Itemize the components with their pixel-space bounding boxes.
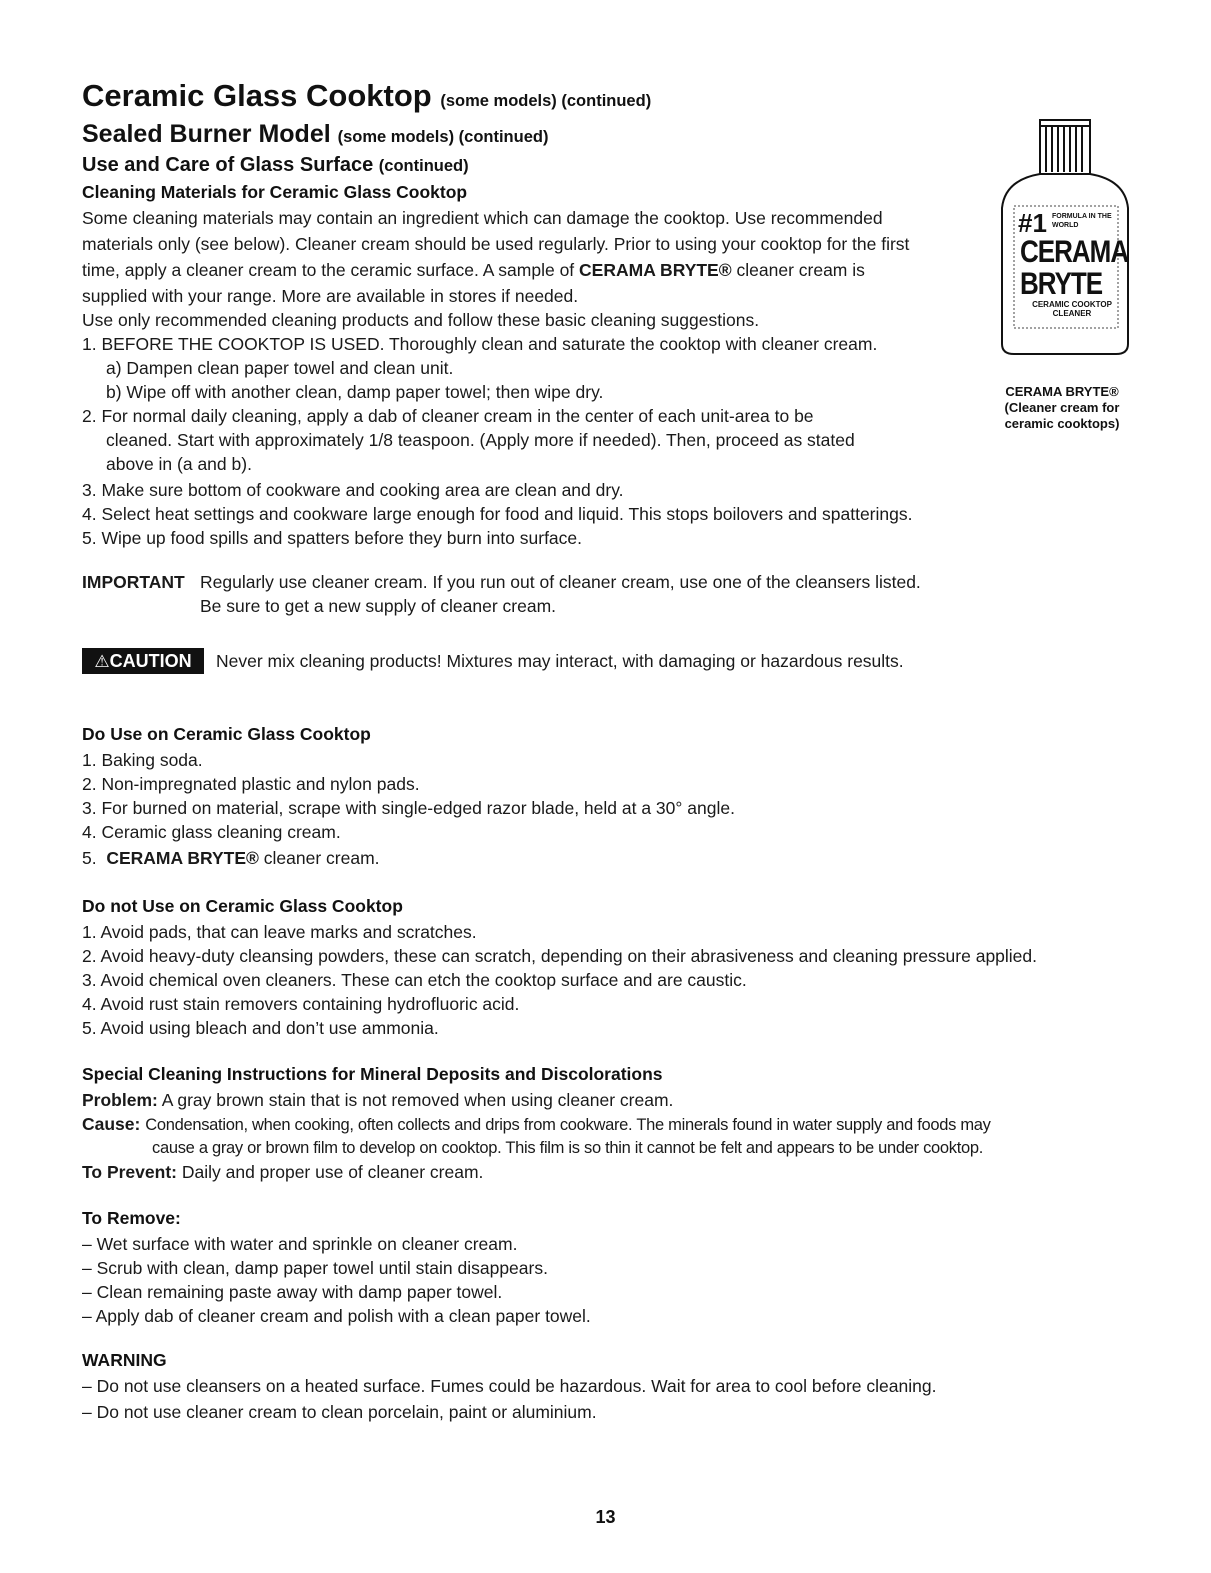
product-name: CERAMA BRYTE® (579, 260, 732, 280)
page-title-main: Ceramic Glass Cooktop (82, 78, 432, 113)
section-title (82, 120, 548, 149)
bottle-badge: #1 (1018, 208, 1047, 238)
page-number: 13 (595, 1507, 616, 1527)
intro-line: time, apply a cleaner cream to the ceramic surface. A sample of CERAMA BRYTE® cleaner cream is (82, 260, 865, 280)
list-item: – Do not use cleaner cream to clean porcelain, paint or aluminium. (82, 1402, 597, 1422)
list-item: – Scrub with clean, damp paper towel until stain disappears. (82, 1258, 548, 1278)
bottle-name-2: BRYTE (1020, 265, 1103, 301)
step-item: 2. For normal daily cleaning, apply a dab of cleaner cream in the center of each unit-area to be (82, 406, 814, 426)
list-item: 2. Avoid heavy-duty cleansing powders, these can scratch, depending on their abrasiveness and cleaning pressure applied. (82, 946, 1038, 966)
cause-line-cont: cause a gray or brown film to develop on cooktop. This film is so thin it cannot be felt and appears to be under cooktop. (152, 1139, 984, 1157)
list-item: – Do not use cleansers on a heated surface. Fumes could be hazardous. Wait for area to cool before cleaning. (82, 1376, 937, 1396)
important-label: IMPORTANT (82, 572, 185, 592)
cerama-bryte-bottle-image (1000, 118, 1130, 374)
prevent-line: To Prevent: Daily and proper use of cleaner cream. (82, 1162, 484, 1182)
caution-label: CAUTION (109, 651, 192, 671)
step-item-cont: above in (a and b). (106, 454, 252, 474)
step-subitem: b) Wipe off with another clean, damp paper towel; then wipe dry. (106, 382, 604, 402)
intro-line: materials only (see below). Cleaner cream should be used regularly. Prior to using your cooktop for the first (82, 234, 910, 254)
important-text: Regularly use cleaner cream. If you run out of cleaner cream, use one of the cleansers listed. (200, 572, 921, 592)
special-instructions-heading: Special Cleaning Instructions for Mineral Deposits and Discolorations (82, 1064, 663, 1084)
page-title-sub: (some models) (continued) (440, 92, 652, 110)
step-item: 3. Make sure bottom of cookware and cooking area are clean and dry. (82, 480, 624, 500)
list-item: 3. For burned on material, scrape with single-edged razor blade, held at a 30° angle. (82, 798, 735, 818)
step-item: 1. BEFORE THE COOKTOP IS USED. Thoroughly clean and saturate the cooktop with cleaner cream. (82, 334, 878, 354)
caption-line: (Cleaner cream for (1004, 400, 1120, 415)
list-item: 1. Avoid pads, that can leave marks and scratches. (82, 922, 477, 942)
subsection-title-main: Use and Care of Glass Surface (82, 154, 374, 176)
section-title-main: Sealed Burner Model (82, 120, 331, 148)
intro-line: Some cleaning materials may contain an ingredient which can damage the cooktop. Use recommended (82, 208, 883, 228)
section-title-sub: (some models) (continued) (337, 128, 549, 146)
list-item: 1. Baking soda. (82, 750, 203, 770)
do-not-use-heading: Do not Use on Ceramic Glass Cooktop (82, 896, 403, 916)
intro-line: Use only recommended cleaning products and follow these basic cleaning suggestions. (82, 310, 760, 330)
cleaning-materials-heading: Cleaning Materials for Ceramic Glass Cooktop (82, 182, 468, 202)
product-name: CERAMA BRYTE® (106, 848, 259, 868)
list-item: – Apply dab of cleaner cream and polish with a clean paper towel. (82, 1306, 591, 1326)
important-text: Be sure to get a new supply of cleaner cream. (200, 596, 557, 616)
to-remove-heading: To Remove: (82, 1208, 181, 1228)
problem-label: Problem: (82, 1090, 158, 1110)
subsection-title-sub: (continued) (378, 157, 469, 175)
list-item: – Clean remaining paste away with damp paper towel. (82, 1282, 503, 1302)
do-use-heading: Do Use on Ceramic Glass Cooktop (82, 724, 371, 744)
list-item: 4. Ceramic glass cleaning cream. (82, 822, 341, 842)
cause-label: Cause: (82, 1114, 141, 1134)
step-item: 4. Select heat settings and cookware large enough for food and liquid. This stops boilovers and spatterings. (82, 504, 913, 524)
prevent-label: To Prevent: (82, 1162, 177, 1182)
warning-heading: WARNING (82, 1350, 167, 1370)
list-item: 2. Non-impregnated plastic and nylon pads. (82, 774, 420, 794)
bottle-badge-small: FORMULA IN THE WORLD (1052, 213, 1112, 229)
step-subitem: a) Dampen clean paper towel and clean unit. (106, 358, 454, 378)
list-item: 5. Avoid using bleach and don’t use ammonia. (82, 1018, 439, 1038)
intro-line: supplied with your range. More are available in stores if needed. (82, 286, 579, 306)
caption-line: CERAMA BRYTE® (1005, 384, 1119, 399)
list-item: – Wet surface with water and sprinkle on cleaner cream. (82, 1234, 518, 1254)
caption-line: ceramic cooktops) (1004, 416, 1120, 431)
cause-line: Cause: Condensation, when cooking, often collects and drips from cookware. The minerals found in water supply and foods may (82, 1114, 991, 1134)
problem-line: Problem: A gray brown stain that is not removed when using cleaner cream. (82, 1090, 674, 1110)
product-caption (982, 384, 1142, 432)
warning-triangle-icon: ⚠ (94, 652, 110, 671)
caution-text: Never mix cleaning products! Mixtures may interact, with damaging or hazardous results. (216, 651, 904, 671)
caution-badge (82, 648, 204, 674)
bottle-name-1: CERAMA (1020, 233, 1129, 269)
list-item: 3. Avoid chemical oven cleaners. These can etch the cooktop surface and are caustic. (82, 970, 747, 990)
step-item-cont: cleaned. Start with approximately 1/8 teaspoon. (Apply more if needed). Then, proceed as stated (106, 430, 855, 450)
list-item: 5. CERAMA BRYTE® cleaner cream. (82, 848, 380, 868)
list-item: 4. Avoid rust stain removers containing hydrofluoric acid. (82, 994, 520, 1014)
subsection-title (82, 154, 469, 177)
step-item: 5. Wipe up food spills and spatters before they burn into surface. (82, 528, 583, 548)
bottle-subtitle: CERAMIC COOKTOP CLEANER (1032, 300, 1112, 318)
page-title (82, 78, 651, 114)
